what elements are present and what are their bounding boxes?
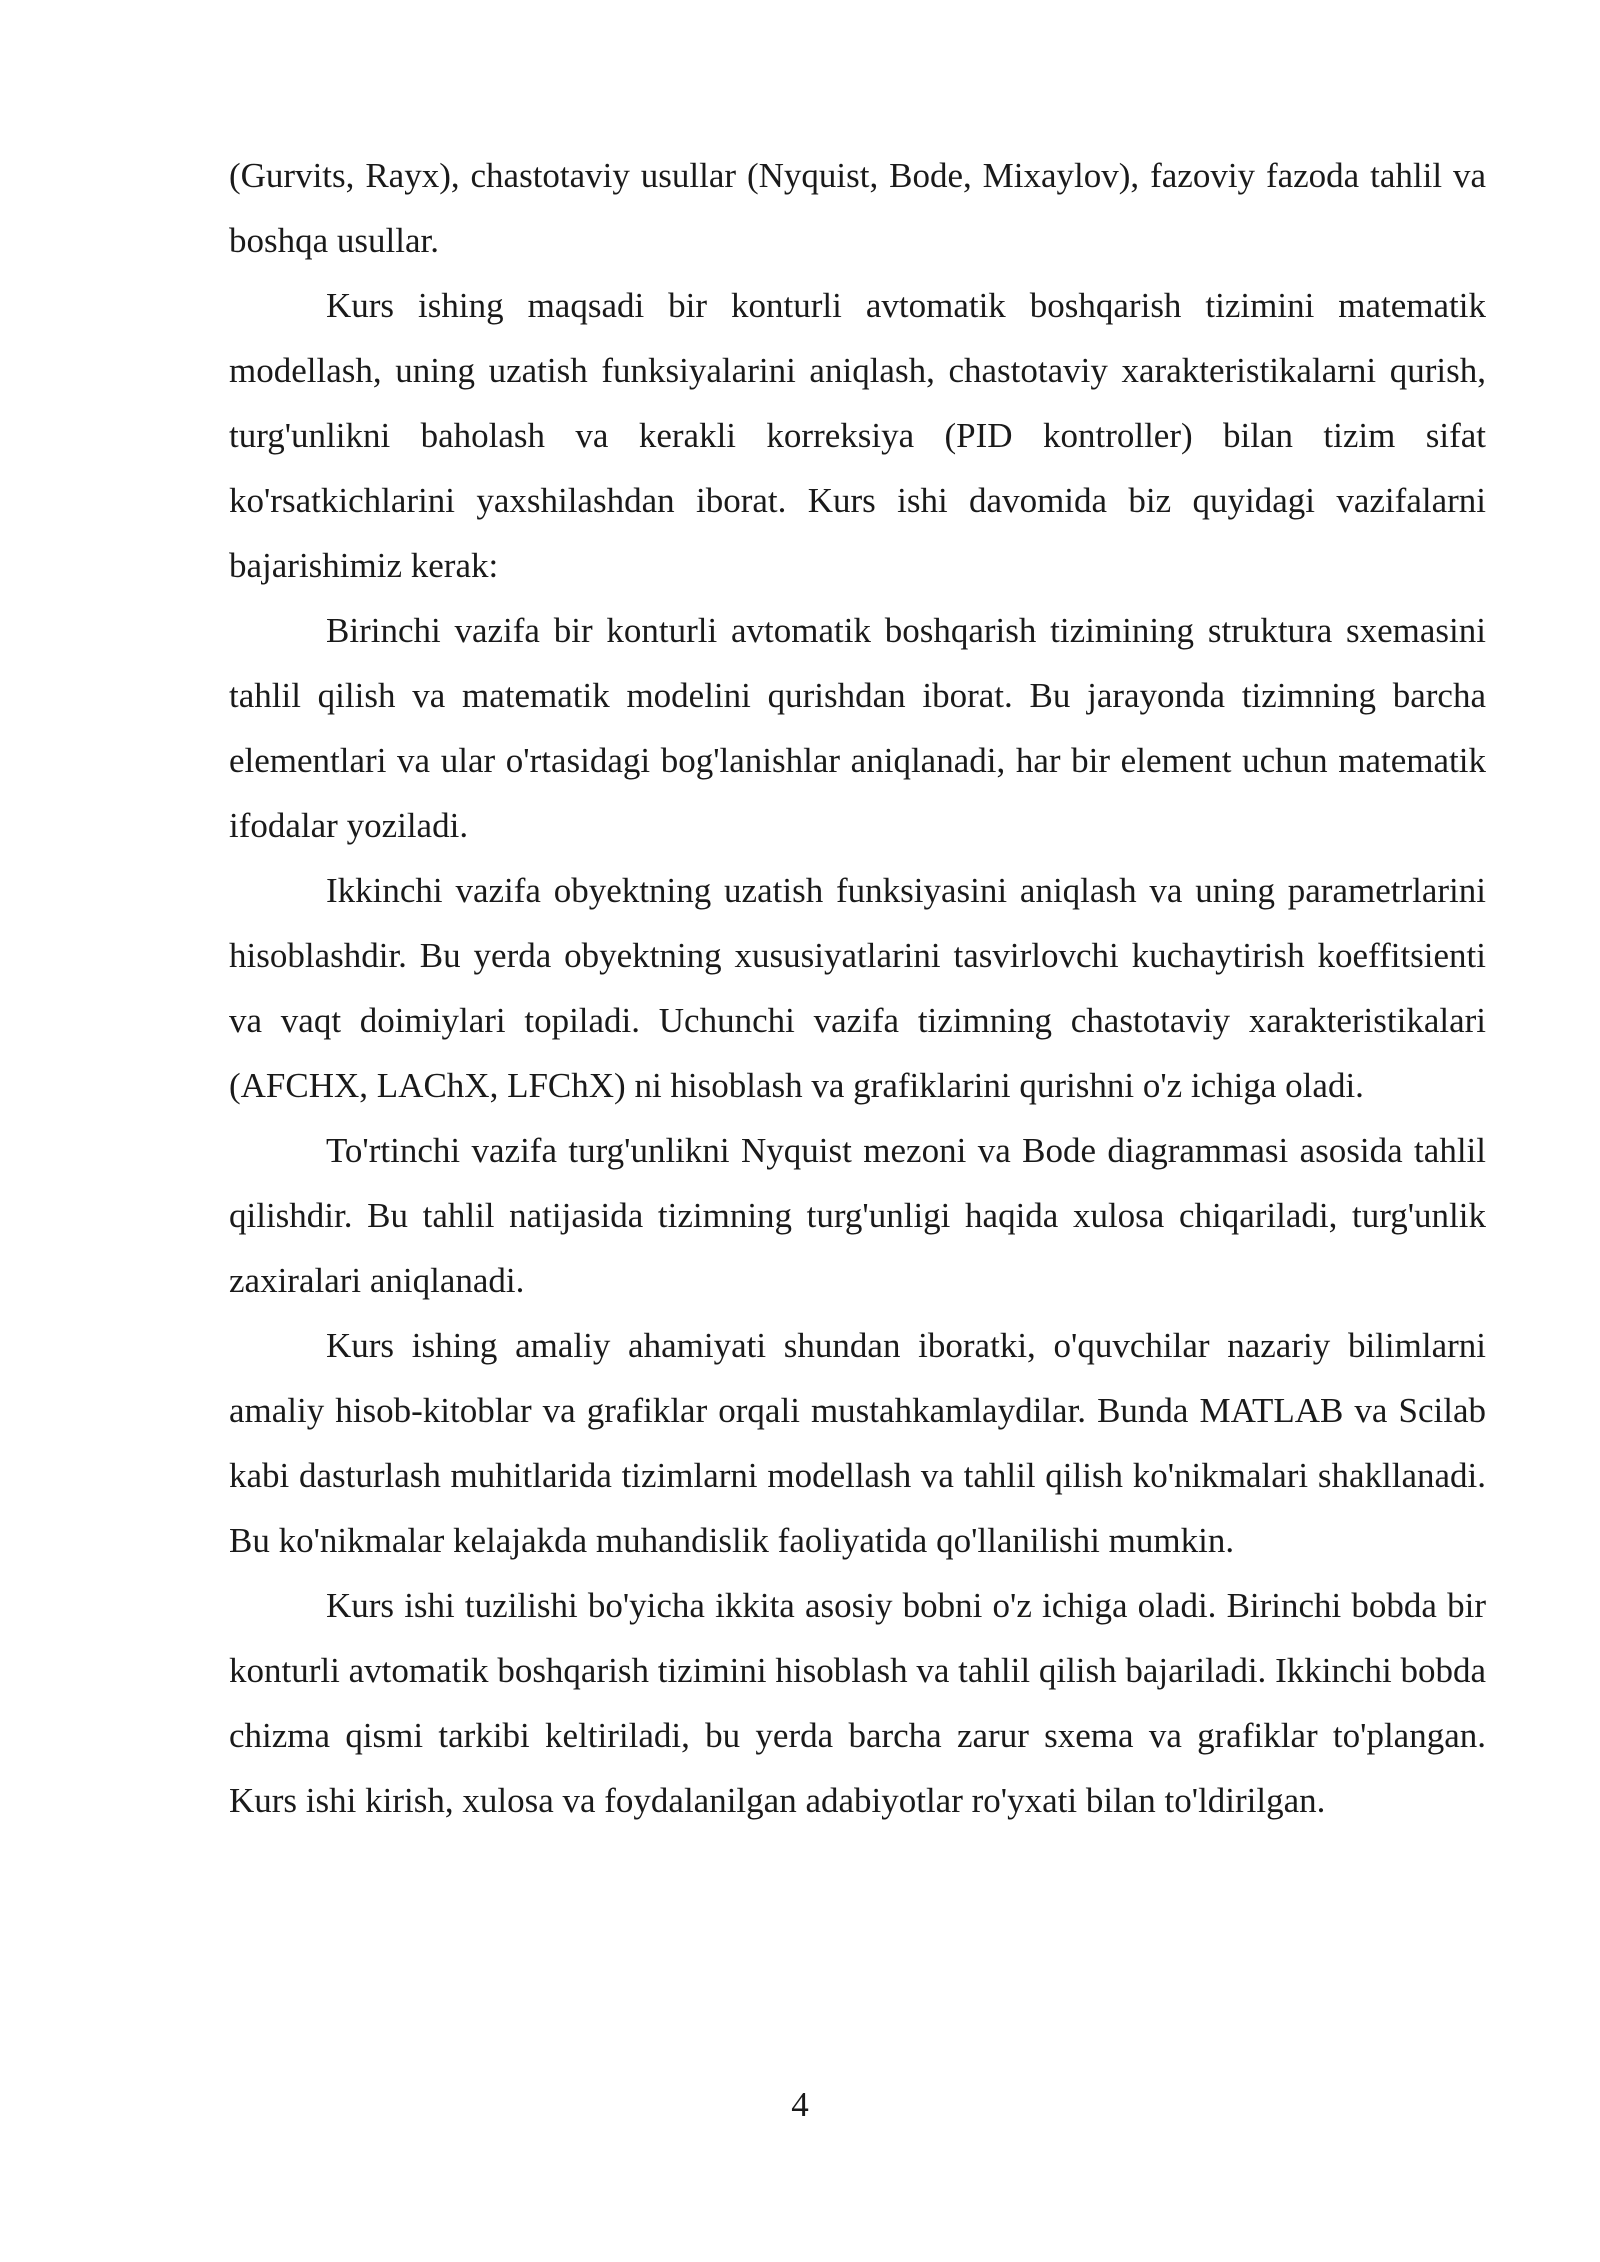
page-number: 4 xyxy=(791,2085,809,2124)
body-text xyxy=(229,143,1486,1833)
paragraph-practical-importance: Kurs ishing amaliy ahamiyati shundan iboratki, o'quvchilar nazariy bilimlarni amaliy hisob-kitoblar va grafiklar orqali mustahkamlaydilar. Bunda MATLAB va Scilab kabi dasturlash muhitlarida tizimlarni modellash va tahlil qilish ko'nikmalari shakllanadi. Bu ko'nikmalar kelajakda muhandislik faoliyatida qo'llanilishi mumkin. xyxy=(229,1326,1486,1560)
paragraph-purpose: Kurs ishing maqsadi bir konturli avtomatik boshqarish tizimini matematik modellash, uning uzatish funksiyalarini aniqlash, chastotaviy xarakteristikalarni qurish, turg'unlikni baholash va kerakli korreksiya (PID kontroller) bilan tizim sifat ko'rsatkichlarini yaxshilashdan iborat. Kurs ishi davomida biz quyidagi vazifalarni bajarishimiz kerak: xyxy=(229,286,1486,585)
paragraph-continuation: (Gurvits, Rayx), chastotaviy usullar (Nyquist, Bode, Mixaylov), fazoviy fazoda tahlil va boshqa usullar. xyxy=(229,156,1486,260)
paragraph-task-4: To'rtinchi vazifa turg'unlikni Nyquist mezoni va Bode diagrammasi asosida tahlil qilishdir. Bu tahlil natijasida tizimning turg'unligi haqida xulosa chiqariladi, turg'unlik zaxiralari aniqlanadi. xyxy=(229,1131,1486,1300)
paragraph-task-2-3: Ikkinchi vazifa obyektning uzatish funksiyasini aniqlash va uning parametrlarini hisoblashdir. Bu yerda obyektning xususiyatlarini tasvirlovchi kuchaytirish koeffitsienti va vaqt doimiylari topiladi. Uchunchi vazifa tizimning chastotaviy xarakteristikalari (AFCHX, LAChX, LFChX) ni hisoblash va grafiklarini qurishni o'z ichiga oladi. xyxy=(229,871,1486,1105)
paragraph-structure: Kurs ishi tuzilishi bo'yicha ikkita asosiy bobni o'z ichiga oladi. Birinchi bobda bir konturli avtomatik boshqarish tizimini hisoblash va tahlil qilish bajariladi. Ikkinchi bobda chizma qismi tarkibi keltiriladi, bu yerda barcha zarur sxema va grafiklar to'plangan. Kurs ishi kirish, xulosa va foydalanilgan adabiyotlar ro'yxati bilan to'ldirilgan. xyxy=(229,1586,1486,1820)
paragraph-task-1: Birinchi vazifa bir konturli avtomatik boshqarish tizimining struktura sxemasini tahlil qilish va matematik modelini qurishdan iborat. Bu jarayonda tizimning barcha elementlari va ular o'rtasidagi bog'lanishlar aniqlanadi, har bir element uchun matematik ifodalar yoziladi. xyxy=(229,611,1486,845)
